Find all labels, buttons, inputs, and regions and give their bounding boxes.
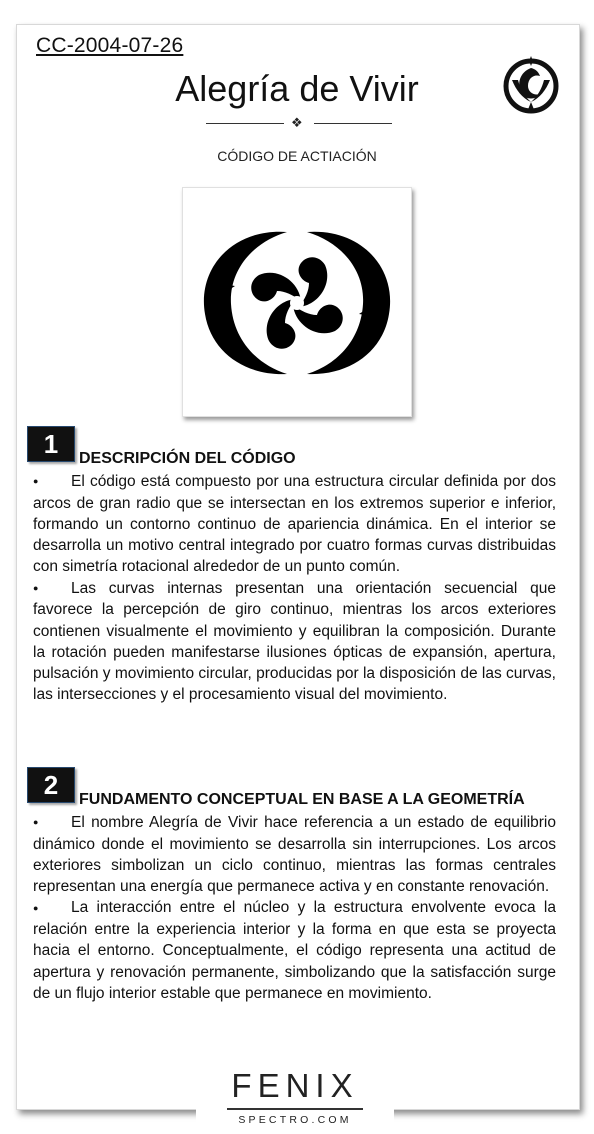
section-heading: DESCRIPCIÓN DEL CÓDIGO [79, 450, 296, 467]
page-subtitle: CÓDIGO DE ACTIACIÓN [217, 148, 377, 164]
section-body [33, 812, 556, 1004]
footer-divider [227, 1108, 363, 1110]
bullet-icon: ● [33, 902, 39, 913]
page-title: Alegría de Vivir [175, 68, 419, 109]
footer-brand [196, 1066, 394, 1134]
paragraph: ● Las curvas internas presentan una orientación secuencial que favorece la percepción de giro continuo, mientras los arcos exteriores contienen visualmente el movimiento y equilibran la composición. Durante la rotación pueden manifestarse ilusiones ópticas de expansión, apertura, pulsación y movimiento circular, producidas por la disposición de las curvas, las intersecciones y el procesamiento visual del movimiento. [33, 579, 556, 704]
bullet-icon: ● [33, 582, 39, 593]
brand-site: SPECTRO.COM [238, 1113, 352, 1126]
code-id: CC-2004-07-26 [36, 34, 184, 57]
section-heading: FUNDAMENTO CONCEPTUAL EN BASE A LA GEOMETRÍA [79, 791, 525, 808]
code-symbol-frame [182, 187, 412, 417]
title-divider [206, 117, 392, 129]
section-number-badge: 2 [27, 767, 75, 803]
section-body [33, 471, 556, 706]
paragraph: ● La interacción entre el núcleo y la estructura envolvente evoca la relación entre la experiencia interior y la forma en que esta se proyecta hacia el entorno. Conceptualmente, el código representa una actitud de apertura y renovación permanente, simbolizando que la satisfacción surge de un flujo interior estable que permanece en movimiento. [33, 899, 556, 1002]
brand-name: FENIX [231, 1067, 359, 1104]
paragraph: ● El código está compuesto por una estructura circular definida por dos arcos de gran radio que se intersectan en los extremos superior e inferior, formando un contorno continuo de apariencia dinámica. En el interior se desarrolla un motivo central integrado por cuatro formas curvas distribuidas con simetría rotacional alrededor de un punto común. [33, 473, 556, 576]
bullet-icon: ● [33, 817, 39, 828]
diamond-ornament-icon: ❖ [291, 115, 303, 130]
paragraph: ● El nombre Alegría de Vivir hace referencia a un estado de equilibrio dinámico donde el movimiento se desarrolla sin interrupciones. Los arcos exteriores simbolizan un ciclo continuo, mientras las formas centrales representan una energía que permanece activa y en constante renovación. [33, 814, 556, 896]
section-number-badge: 1 [27, 426, 75, 462]
rotational-code-symbol-icon [183, 188, 411, 416]
bullet-icon: ● [33, 476, 39, 487]
phoenix-icon [498, 50, 564, 116]
